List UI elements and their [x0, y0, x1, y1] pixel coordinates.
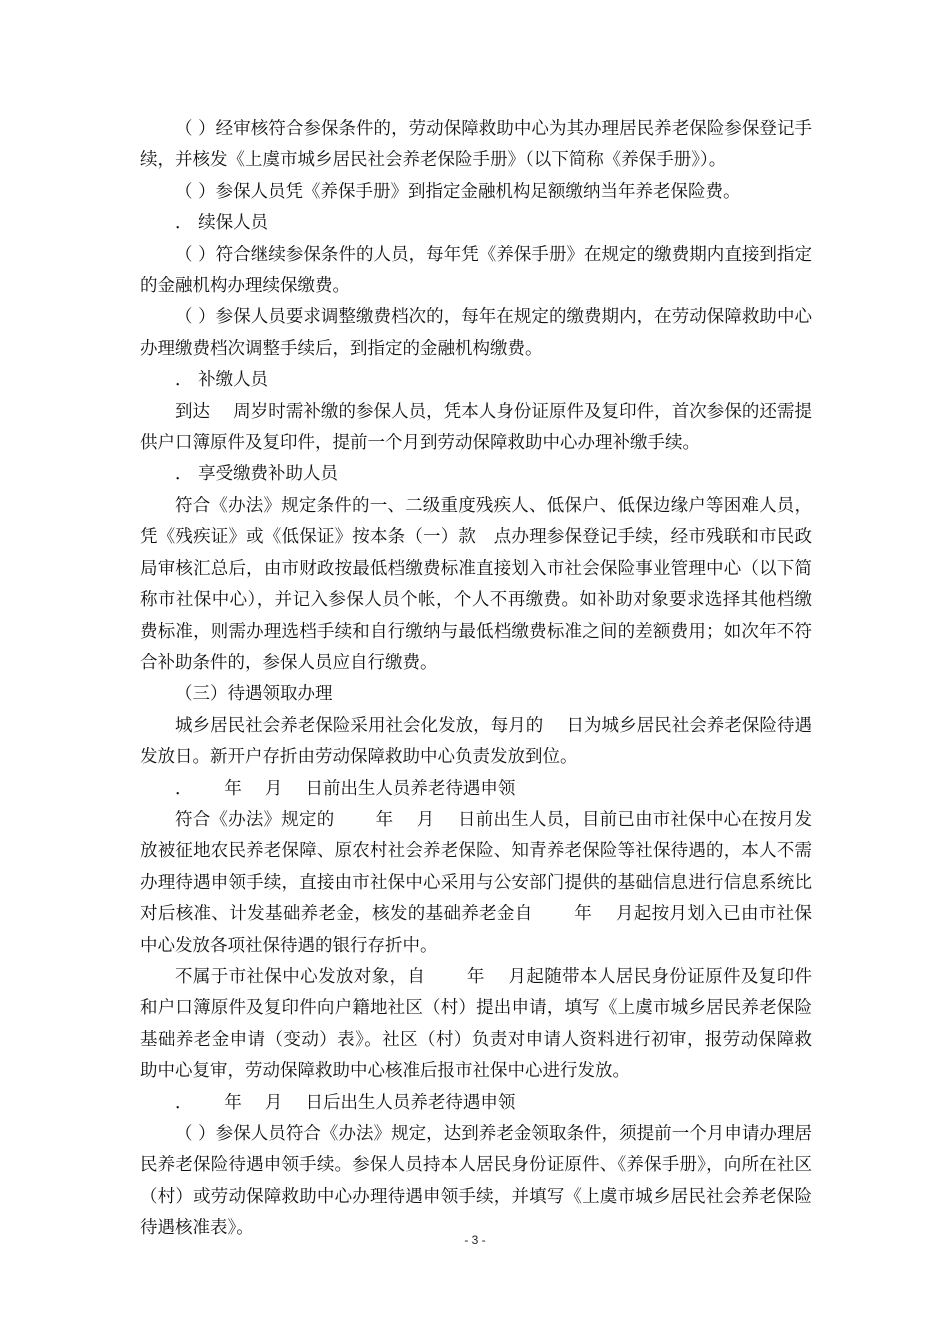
paragraph-back-payment: 到达 周岁时需补缴的参保人员，凭本人身份证原件及复印件，首次参保的还需提供户口簿原件及复印件，提前一个月到劳动保障救助中心办理补缴手续。	[140, 401, 812, 454]
paragraph-subsidy: 符合《办法》规定条件的一、二级重度残疾人、低保户、低保边缘户等困难人员，凭《残疾证》或《低保证》按本条（一）款 点办理参保登记手续，经市残联和市民政局审核汇总后，由市财政按最低档缴费标准直接划入市社会保险事业管理中心（以下简称市社保中心），并记入参保人员个帐，个人不再缴费。如补助对象要求选择其他档缴费标准，则需办理选档手续和自行缴纳与最低档缴费标准之间的差额费用；如次年不符合补助条件的，参保人员应自行缴费。	[140, 495, 812, 673]
paragraph-tier-adjustment: （ ）参保人员要求调整缴费档次的，每年在规定的缴费期内，在劳动保障救助中心办理缴费档次调整手续后，到指定的金融机构缴费。	[140, 307, 812, 359]
page-number: - 3 -	[464, 1233, 486, 1247]
heading-born-before: ． 年 月 日前出生人员养老待遇申领	[175, 778, 516, 799]
paragraph-payment: （ ）参保人员凭《养保手册》到指定金融机构足额缴纳当年养老保险费。	[175, 181, 741, 202]
heading-renewal: ． 续保人员	[175, 213, 269, 234]
paragraph-benefit-distribution: 城乡居民社会养老保险采用社会化发放，每月的 日为城乡居民社会养老保险待遇发放日。新开户存折由劳动保障救助中心负责发放到位。	[140, 715, 812, 768]
heading-back-payment: ． 补缴人员	[175, 370, 269, 391]
paragraph-born-before: 符合《办法》规定的 年 月 日前出生人员，目前已由市社保中心在按月发放被征地农民养老保障、原农村社会养老保险、知青养老保险等社保待遇的，本人不需办理待遇申领手续，直接由市社保中心采用与公安部门提供的基础信息进行信息系统比对后核准、计发基础养老金，核发的基础养老金自 年 月起按月划入已由市社保中心发放各项社保待遇的银行存折中。	[140, 809, 812, 956]
heading-subsidy: ． 享受缴费补助人员	[175, 464, 339, 485]
paragraph-registration: （ ）经审核符合参保条件的，劳动保障救助中心为其办理居民养老保险参保登记手续，并核发《上虞市城乡居民社会养老保险手册》（以下简称《养保手册》）。	[140, 119, 812, 171]
paragraph-non-recipients: 不属于市社保中心发放对象，自 年 月起随带本人居民身份证原件及复印件和户口簿原件及复印件向户籍地社区（村）提出申请，填写《上虞市城乡居民养老保险基础养老金申请（变动）表》。社区（村）负责对申请人资料进行初审，报劳动保障救助中心复审，劳动保障救助中心核准后报市社保中心进行发放。	[140, 966, 812, 1082]
heading-benefit-claim: （三）待遇领取办理	[175, 684, 333, 705]
heading-born-after: ． 年 月 日后出生人员养老待遇申领	[175, 1092, 516, 1113]
paragraph-born-after: （ ）参保人员符合《办法》规定，达到养老金领取条件，须提前一个月申请办理居民养老保险待遇申领手续。参保人员持本人居民身份证原件、《养保手册》，向所在社区（村）或劳动保障救助中心办理待遇申领手续，并填写《上虞市城乡居民社会养老保险待遇核准表》。	[140, 1124, 812, 1239]
document-body	[140, 114, 812, 1245]
paragraph-renewal-payment: （ ）符合继续参保条件的人员，每年凭《养保手册》在规定的缴费期内直接到指定的金融机构办理续保缴费。	[140, 244, 812, 297]
